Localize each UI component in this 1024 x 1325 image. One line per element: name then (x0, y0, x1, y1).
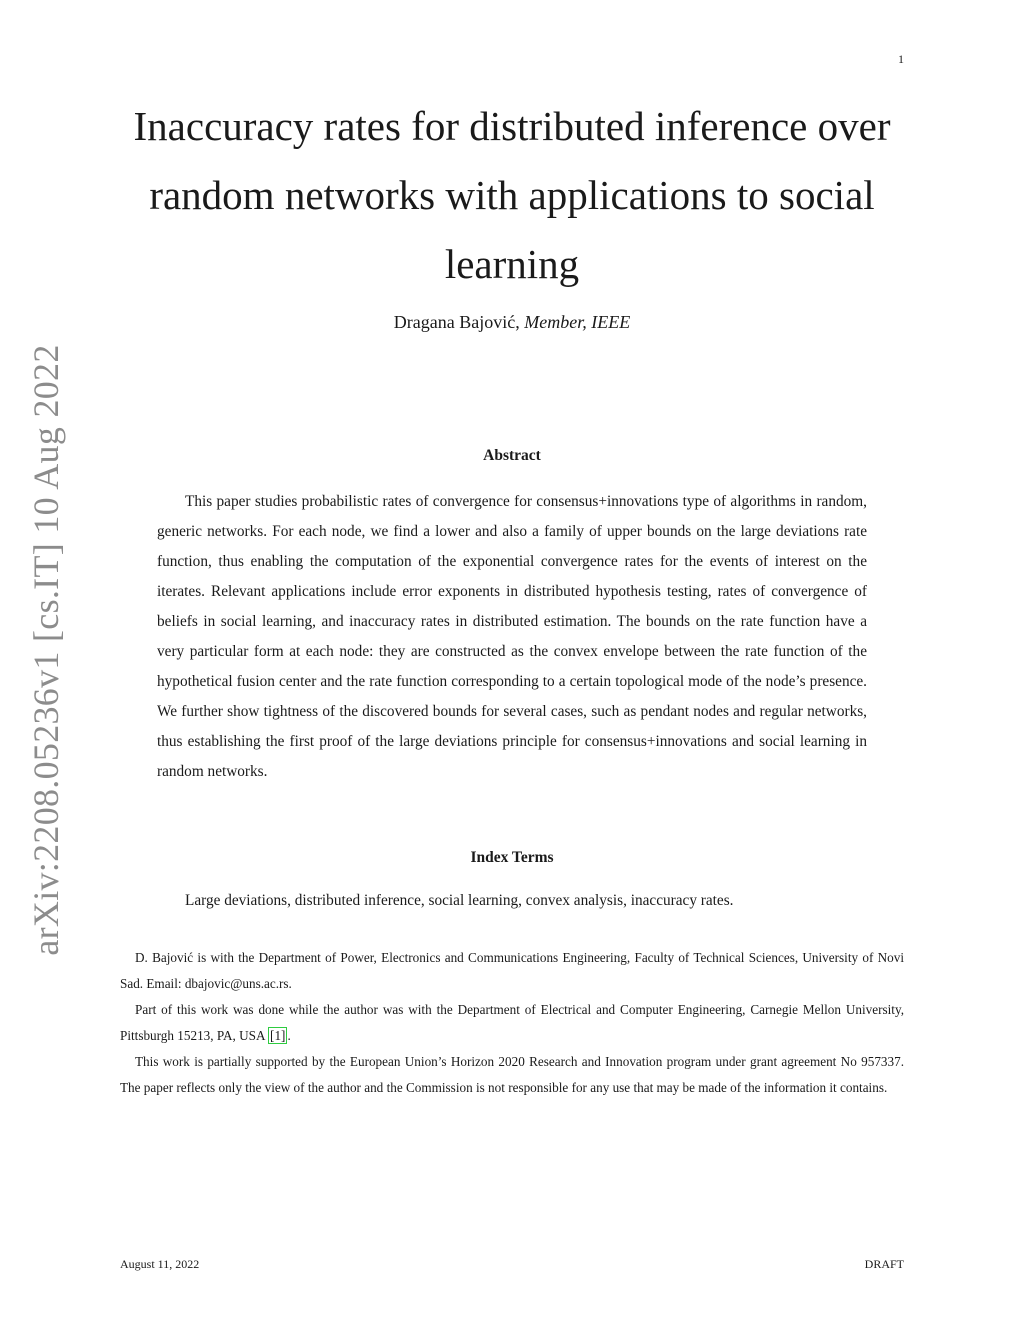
author-line (112, 312, 912, 333)
page-number: 1 (898, 52, 904, 66)
author-membership: Member, IEEE (524, 312, 631, 332)
footnotes (120, 945, 904, 1101)
footer-date: August 11, 2022 (120, 1257, 200, 1271)
index-terms-text: Large deviations, distributed inference, social learning, convex analysis, inaccuracy rates. (185, 892, 734, 909)
footer-status: DRAFT (864, 1257, 904, 1271)
author-name: Dragana Bajović, (393, 312, 520, 332)
footnote-prior-work (120, 997, 904, 1049)
arxiv-identifier-stamp[interactable]: arXiv:2208.05236v1 [cs.IT] 10 Aug 2022 (26, 344, 66, 956)
footnote-funding: This work is partially supported by the European Union’s Horizon 2020 Research and Innovation program under grant agreement No 957337. The paper reflects only the view of the author and the Commission is not responsible for any use that may be made of the information it contains. (120, 1054, 904, 1095)
footnote-affiliation: D. Bajović is with the Department of Power, Electronics and Communications Engineering, Faculty of Technical Sciences, University of Novi Sad. Email: dbajovic@uns.ac.rs. (120, 950, 904, 991)
footnote-prior-work-end: . (287, 1028, 291, 1043)
citation-link[interactable]: [1] (270, 1028, 286, 1043)
abstract-text: This paper studies probabilistic rates of convergence for consensus+innovations type of algorithms in random, generic networks. For each node, we find a lower and also a family of upper bounds on the large deviations rate function, thus enabling the computation of the exponential convergence rates for the events of interest on the iterates. Relevant applications include error exponents in distributed hypothesis testing, rates of convergence of beliefs in social learning, and inaccuracy rates in distributed estimation. The bounds on the rate function have a very particular form at each node: they are constructed as the convex envelope between the rate function of the hypothetical fusion center and the rate function corresponding to a certain topological mode of the node’s presence. We further show tightness of the discovered bounds for several cases, such as pendant nodes and regular networks, thus establishing the first proof of the large deviations principle for consensus+innovations and social learning in random networks. (157, 493, 867, 780)
paper-title: Inaccuracy rates for distributed inference over random networks with applications to social learning (133, 103, 891, 287)
index-terms-heading: Index Terms (470, 849, 554, 866)
footnote-prior-work-text: Part of this work was done while the author was with the Department of Electrical and Computer Engineering, Carnegie Mellon University, Pittsburgh 15213, PA, USA (120, 1002, 904, 1043)
abstract-heading: Abstract (483, 447, 541, 464)
